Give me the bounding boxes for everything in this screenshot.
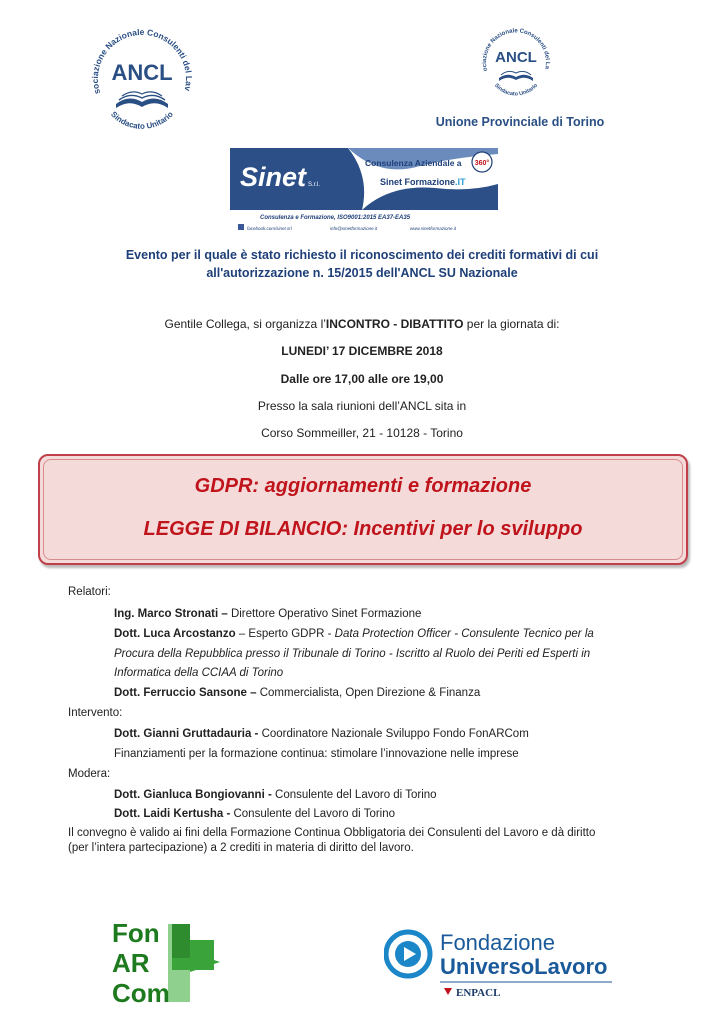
ancl-logo-left bbox=[82, 22, 202, 142]
sinet-suffix: S.r.l. bbox=[308, 182, 321, 188]
svg-text:Sindacato Unitario bbox=[109, 110, 175, 131]
svg-text:Sindacato Unitario bbox=[493, 82, 539, 97]
ancl-right-ring-text: ociazione Nazionale Consulenti del La bbox=[481, 28, 551, 72]
event-place: Presso la sala riunioni dell’ANCL sita in bbox=[257, 399, 467, 413]
ancl-logo-right bbox=[475, 22, 557, 104]
sinet-facebook: facebook.com/sinet.srl bbox=[247, 226, 292, 231]
speaker-role-detail: Informatica della CCIAA di Torino bbox=[114, 667, 284, 679]
speaker-name: Dott. Ferruccio Sansone – bbox=[114, 687, 257, 699]
speaker-name: Dott. Luca Arcostanzo bbox=[114, 628, 236, 640]
speaker-role: Consulente del Lavoro di Torino bbox=[230, 808, 396, 820]
validity-note-line2: (per l’intera partecipazione) a 2 crediti in materia di diritto del lavoro. bbox=[68, 842, 414, 854]
sinet-formazione-suffix: .IT bbox=[455, 177, 466, 187]
intervento-topic: Finanziamenti per la formazione continua: stimolare l’innovazione nelle imprese bbox=[114, 748, 519, 760]
unione-provinciale-label: Unione Provinciale di Torino bbox=[435, 115, 605, 129]
credits-note bbox=[60, 246, 664, 282]
sinet-logo bbox=[230, 148, 498, 234]
ancl-acronym: ANCL bbox=[111, 60, 173, 85]
speaker-name: Ing. Marco Stronati – bbox=[114, 608, 228, 620]
speaker-name: Dott. Laidi Kertusha - bbox=[114, 808, 231, 820]
speaker-role-detail: Data Protection Officer - Consulente Tecnico per la bbox=[334, 628, 594, 640]
modera-label: Modera: bbox=[68, 768, 111, 780]
sinet-formazione: Sinet Formazione bbox=[380, 177, 456, 187]
title-box bbox=[38, 454, 688, 565]
fondazione-line1: Fondazione bbox=[440, 930, 555, 955]
fonarcom-text-3: Com bbox=[112, 978, 170, 1008]
sinet-tagline: Consulenza Aziendale a bbox=[365, 158, 462, 168]
sinet-web: www.sinetformazione.it bbox=[410, 226, 457, 231]
event-time: Dalle ore 17,00 alle ore 19,00 bbox=[280, 372, 444, 386]
speaker-role: Direttore Operativo Sinet Formazione bbox=[227, 608, 422, 620]
invite-intro-post: per la giornata di: bbox=[463, 317, 560, 331]
fonarcom-text-1: Fon bbox=[112, 918, 160, 948]
relatori-label: Relatori: bbox=[68, 586, 111, 598]
speaker-role: Coordinatore Nazionale Sviluppo Fondo FonARCom bbox=[258, 728, 529, 740]
speaker-role: Consulente del Lavoro di Torino bbox=[271, 789, 437, 801]
event-date: LUNEDI’ 17 DICEMBRE 2018 bbox=[281, 344, 443, 358]
title-gdpr: GDPR: aggiornamenti e formazione bbox=[194, 475, 532, 497]
event-address: Corso Sommeiller, 21 - 10128 - Torino bbox=[261, 426, 463, 440]
invite-intro bbox=[60, 317, 664, 331]
validity-note-line1: Il convegno è valido ai fini della Formazione Continua Obbligatoria dei Consulenti del Lavoro e dà diritto bbox=[68, 827, 596, 839]
invite-intro-pre: Gentile Collega, si organizza l’ bbox=[164, 317, 326, 331]
svg-text:Sinet Formazione.IT bbox=[380, 177, 466, 187]
sinet-email: info@sinetformazione.it bbox=[330, 226, 378, 231]
ancl-right-acronym: ANCL bbox=[495, 49, 537, 66]
credits-note-line1: Evento per il quale è stato richiesto il riconoscimento dei crediti formativi di cui bbox=[125, 248, 599, 262]
speaker-role: – Esperto GDPR - bbox=[235, 628, 335, 640]
sinet-name: Sinet bbox=[240, 162, 307, 192]
speaker-gruttadauria bbox=[114, 728, 529, 740]
ancl-ring-text: sociazione Nazionale Consulenti del Lav bbox=[89, 26, 195, 96]
moderator-kertusha bbox=[114, 808, 395, 820]
sinet-360-badge: 360° bbox=[474, 160, 490, 167]
fonarcom-logo bbox=[108, 912, 228, 1008]
fondazione-line2: UniversoLavoro bbox=[440, 954, 608, 979]
fondazione-logo bbox=[384, 924, 624, 1006]
speaker-arcostanzo bbox=[114, 628, 594, 640]
speaker-stronati bbox=[114, 608, 421, 620]
speaker-role-detail: Procura della Repubblica presso il Tribunale di Torino - Iscritto al Ruolo dei Periti ed Esperti in bbox=[114, 648, 591, 660]
invite-intro-bold: INCONTRO - DIBATTITO bbox=[325, 317, 464, 331]
ancl-right-bottom-text: Sindacato Unitario bbox=[492, 82, 540, 98]
speaker-sansone bbox=[114, 687, 480, 699]
speaker-name: Dott. Gianluca Bongiovanni - bbox=[114, 789, 272, 801]
sinet-subtitle: Consulenza e Formazione, ISO9001:2015 EA37-EA35 bbox=[260, 215, 411, 221]
speaker-role: Commercialista, Open Direzione & Finanza bbox=[256, 687, 481, 699]
intervento-label: Intervento: bbox=[68, 707, 123, 719]
validity-note bbox=[68, 826, 668, 856]
fonarcom-text-2: AR bbox=[112, 948, 150, 978]
ancl-bottom-text: Sindacato Unitario bbox=[109, 109, 175, 131]
moderator-bongiovanni bbox=[114, 789, 437, 801]
enpacl-label: ENPACL bbox=[456, 987, 501, 999]
speaker-name: Dott. Gianni Gruttadauria - bbox=[114, 728, 259, 740]
credits-note-line2: all'autorizzazione n. 15/2015 dell'ANCL SU Nazionale bbox=[206, 266, 518, 280]
title-legge-bilancio: LEGGE DI BILANCIO: Incentivi per lo sviluppo bbox=[143, 518, 583, 540]
